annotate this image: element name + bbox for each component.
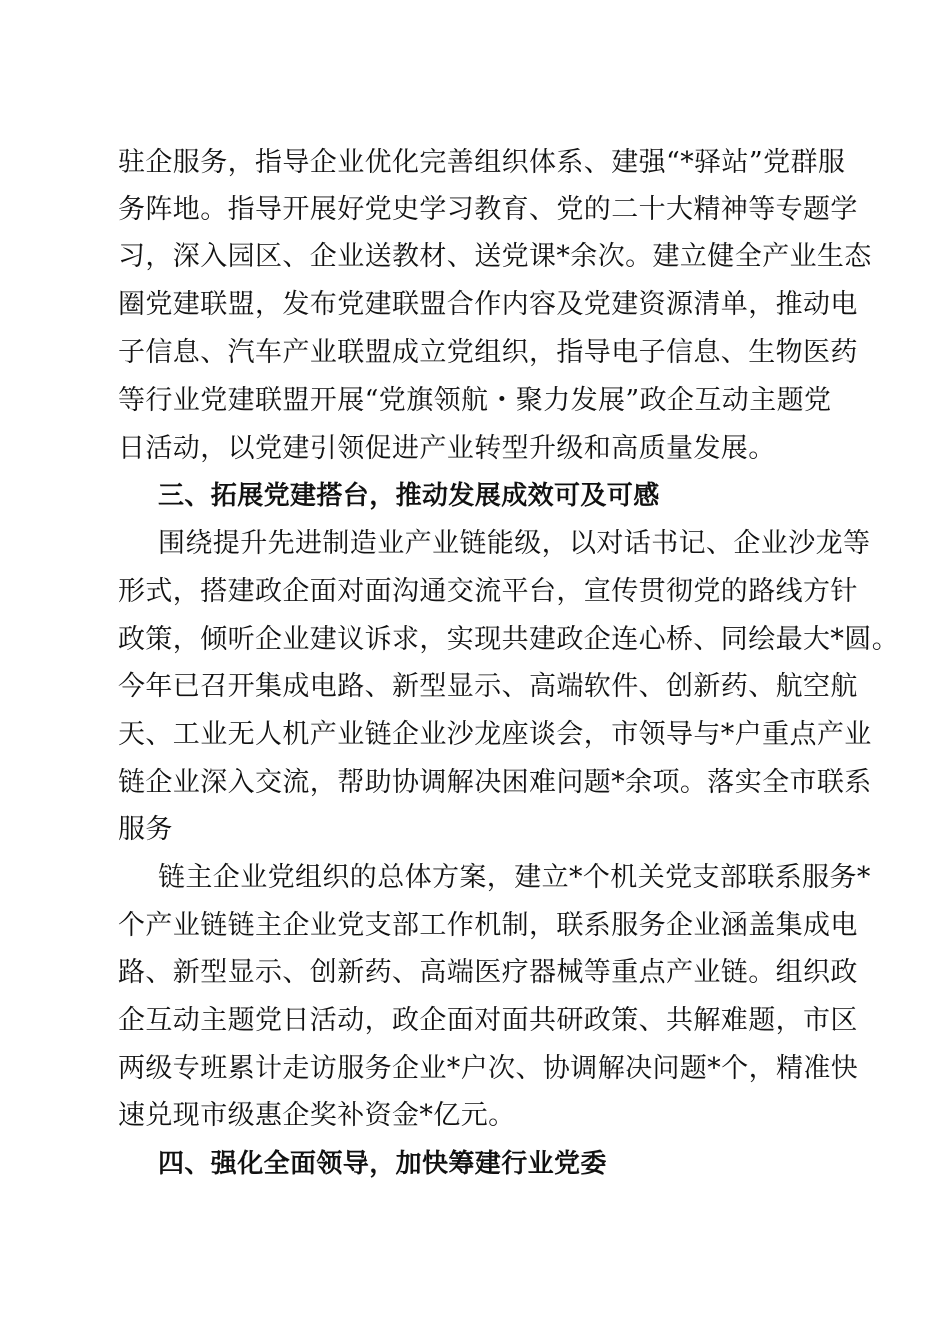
body-text-line: 形式，搭建政企面对面沟通交流平台，宣传贯彻党的路线方针 <box>118 576 858 607</box>
section-heading: 三、拓展党建搭台，推动发展成效可及可感 <box>158 481 660 511</box>
body-text-line: 链企业深入交流，帮助协调解决困难问题*余项。落实全市联系 <box>118 767 872 798</box>
body-text-line: 围绕提升先进制造业产业链能级，以对话书记、企业沙龙等 <box>158 528 871 559</box>
body-text-line: 务阵地。指导开展好党史学习教育、党的二十大精神等专题学 <box>118 194 858 225</box>
body-text-line: 习，深入园区、企业送教材、送党课*余次。建立健全产业生态 <box>118 241 872 272</box>
body-text-line: 个产业链链主企业党支部工作机制，联系服务企业涵盖集成电 <box>118 910 858 941</box>
body-text-line: 等行业党建联盟开展“党旗领航・聚力发展”政企互动主题党 <box>118 385 832 416</box>
body-text-line: 两级专班累计走访服务企业*户次、协调解决问题*个，精准快 <box>118 1053 859 1084</box>
body-text-line: 今年已召开集成电路、新型显示、高端软件、创新药、航空航 <box>118 671 858 702</box>
body-text-line: 政策，倾听企业建议诉求，实现共建政企连心桥、同绘最大*圆。 <box>118 624 900 655</box>
body-text-line: 服务 <box>118 814 173 845</box>
body-text-line: 链主企业党组织的总体方案，建立*个机关党支部联系服务* <box>158 862 871 893</box>
body-text-line: 驻企服务，指导企业优化完善组织体系、建强“*驿站”党群服 <box>118 147 846 178</box>
section-heading: 四、强化全面领导，加快筹建行业党委 <box>158 1149 607 1179</box>
body-text-line: 子信息、汽车产业联盟成立党组织，指导电子信息、生物医药 <box>118 337 858 368</box>
body-text-line: 速兑现市级惠企奖补资金*亿元。 <box>118 1100 516 1131</box>
body-text-line: 路、新型显示、创新药、高端医疗器械等重点产业链。组织政 <box>118 957 858 988</box>
body-text-line: 日活动，以党建引领促进产业转型升级和高质量发展。 <box>118 433 776 464</box>
body-text-line: 圈党建联盟，发布党建联盟合作内容及党建资源清单，推动电 <box>118 289 858 320</box>
body-text-line: 企互动主题党日活动，政企面对面共研政策、共解难题，市区 <box>118 1005 858 1036</box>
body-text-line: 天、工业无人机产业链企业沙龙座谈会，市领导与*户重点产业 <box>118 719 872 750</box>
